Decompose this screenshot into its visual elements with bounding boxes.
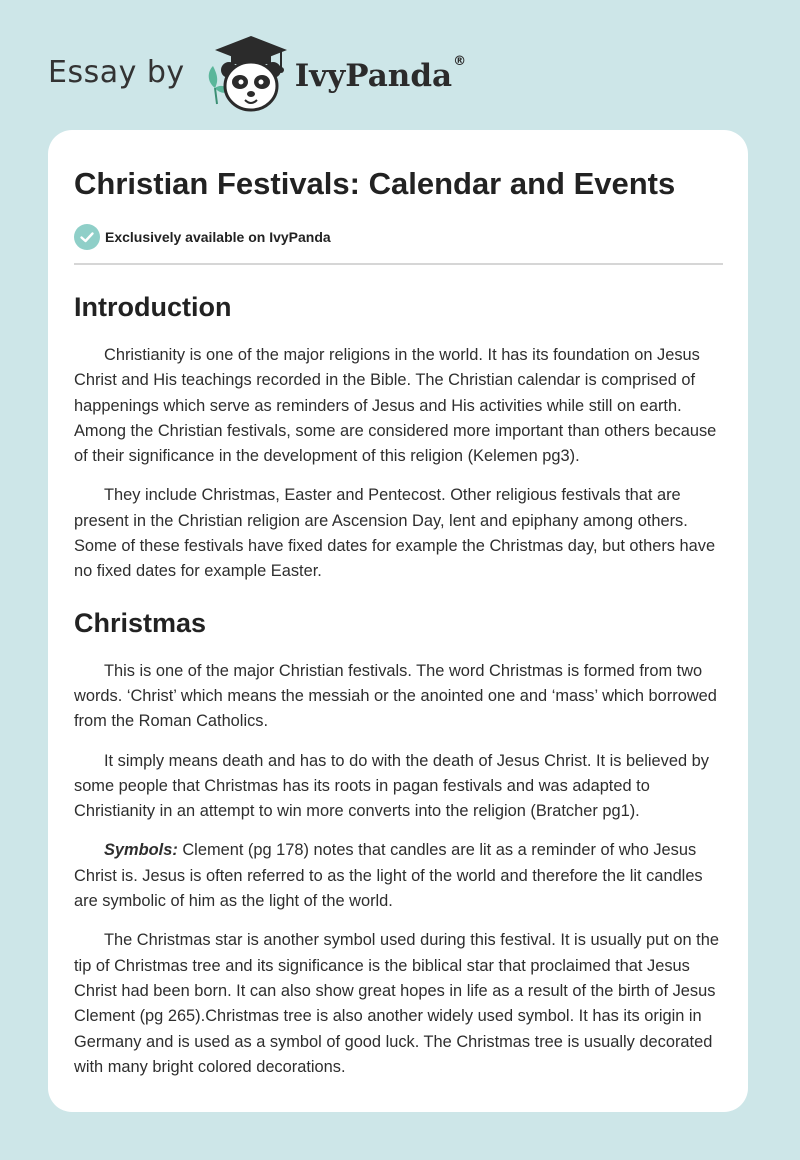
article-title: Christian Festivals: Calendar and Events — [74, 166, 676, 201]
brand-name[interactable]: IvyPanda® — [294, 54, 467, 94]
registered-mark: ® — [453, 54, 467, 69]
panda-logo-icon[interactable] — [201, 30, 289, 114]
check-circle-icon — [74, 224, 100, 250]
paragraph: The Christmas star is another symbol used during this festival. It is usually put on the tip of Christmas tree and its significance is the biblical star that proclaimed that Jesus Christ had been born. It can also show great hopes in life as a result of the birth of Jesus Clement (pg 265).Christmas tree is also another widely used symbol. It has its origin in Germany and is used as a symbol of good luck. The Christmas tree is usually decorated with many bright colored decorations. — [74, 931, 719, 1076]
section-heading-christmas: Christmas — [74, 607, 207, 638]
exclusive-badge — [74, 224, 722, 250]
paragraph: Christianity is one of the major religions in the world. It has its foundation on Jesus Christ and His teachings recorded in the Bible. The Christian calendar is comprised of happenings which serve as reminders of Jesus and His activities while still on earth. Among the Christian festivals, some are considered more important than others because of their significance in the development of this religion (Kelemen pg3). — [74, 346, 717, 466]
site-header — [48, 30, 466, 114]
essay-by-label: Essay by — [48, 54, 185, 90]
section-heading-introduction: Introduction — [74, 292, 232, 322]
symbols-label: Symbols: — [104, 841, 178, 860]
symbols-text: Clement (pg 178) notes that candles are lit as a reminder of who Jesus Christ is. Jesus is often referred to as the light of the world and therefore the lit candles are symbolic of him as the light of the world. — [74, 841, 703, 911]
title-divider — [74, 263, 723, 265]
paragraph: They include Christmas, Easter and Pentecost. Other religious festivals that are present in the Christian religion are Ascension Day, lent and epiphany among others. Some of these festivals have fixed dates for example the Christmas day, but others have no fixed dates for example Easter. — [74, 486, 716, 581]
exclusive-badge-text: Exclusively available on IvyPanda — [105, 229, 331, 245]
paragraph: This is one of the major Christian festivals. The word Christmas is formed from two words. ‘Christ’ which means the messiah or the anointed one and ‘mass’ which borrowed from the Roman Catholics. — [74, 661, 717, 731]
paragraph-symbols — [74, 838, 722, 914]
paragraph: It simply means death and has to do with the death of Jesus Christ. It is believed by some people that Christmas has its roots in pagan festivals and was adapted to Christianity in an attempt to win more converts into the religion (Bratcher pg1). — [74, 751, 709, 821]
article-card — [48, 130, 748, 1112]
